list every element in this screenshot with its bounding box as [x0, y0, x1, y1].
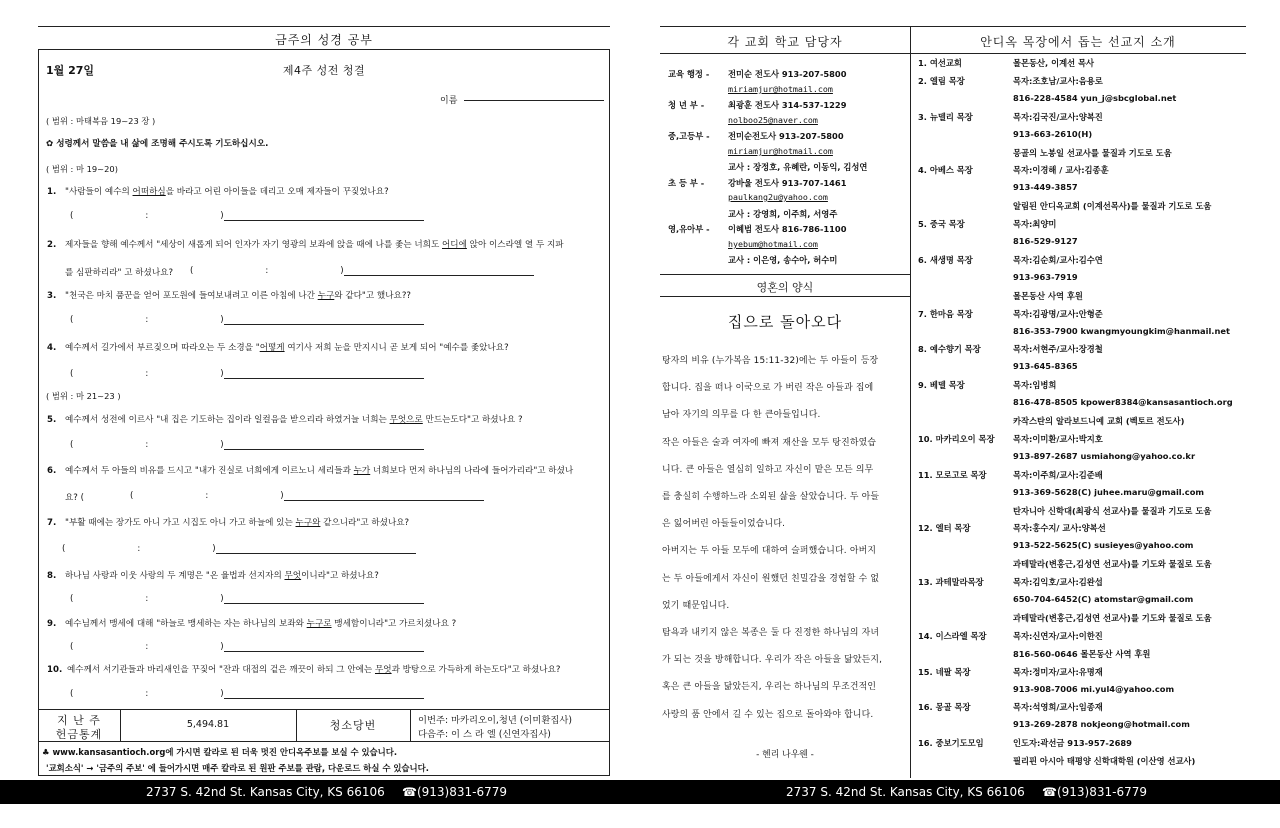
mission-info: 카작스탄의 알라보드니예 교회 (벡토르 전도사) — [1013, 416, 1185, 426]
answer-field-1[interactable]: ( : ) — [70, 211, 424, 221]
mission-info: 913-369-5628(C) juhee.maru@gmail.com — [1013, 486, 1205, 497]
mission-name: 16. 중보기도모임 — [918, 738, 984, 749]
question-number: 2. — [47, 240, 57, 250]
footer-phone-left: ☎(913)831-6779 — [402, 785, 507, 799]
footer-address-left: 2737 S. 42nd St. Kansas City, KS 66106 — [146, 785, 385, 799]
mission-name: 10. 마카리오이 목장 — [918, 433, 995, 444]
mission-name: 7. 한마음 목장 — [918, 308, 973, 319]
question-7 — [47, 516, 607, 528]
staff-info: 교사 : 이은영, 송수아, 허수미 — [728, 255, 838, 265]
mission-info: 목자:김국진/교사:양복진 — [1013, 111, 1103, 122]
mission-info: 목자:정미자/교사:유명재 — [1013, 666, 1103, 677]
mission-info: 816-529-9127 — [1013, 236, 1078, 246]
essay-line: 는 두 아들에게서 자신이 원했던 친밀감을 경험할 수 없 — [662, 573, 880, 584]
essay-line: 가 되는 것을 방해합니다. 우리가 작은 아들을 닮았든지, — [662, 655, 883, 666]
mission-info: 과테말라(변홍근,김성연 선교사)를 기도와 물질로 도움 — [1013, 559, 1212, 570]
question-keyword: 누구와 — [295, 518, 321, 528]
cleaning-next-week: 다음주: 이 스 라 엘 (신연자집사) — [418, 729, 551, 740]
mission-detail — [918, 684, 1174, 694]
mission-item — [918, 379, 1056, 391]
question-number: 9. — [47, 619, 57, 629]
question-2 — [47, 238, 607, 250]
mission-name: 11. 모로고로 목장 — [918, 469, 987, 480]
section-rule-1 — [660, 274, 910, 275]
question-text: 예수께서 두 아들의 비유를 드시고 "내가 진실로 너희에게 이르노니 세리들과 — [65, 466, 354, 476]
mission-info: 913-908-7006 mi.yul4@yahoo.com — [1013, 683, 1175, 694]
answer-field-6[interactable]: ( : ) — [130, 491, 484, 501]
mission-item — [918, 630, 1103, 642]
mission-item — [918, 666, 1103, 678]
mission-info: 인도자:곽선금 913-957-2689 — [1013, 738, 1132, 749]
mission-name: 2. 엘림 목장 — [918, 75, 965, 86]
study-date: 1월 27일 — [46, 64, 95, 77]
essay-line: 를 충실히 수행하느라 소외된 삶을 살았습니다. 두 아들 — [662, 492, 880, 502]
mission-info: 816-478-8505 kpower8384@kansasantioch.org — [1013, 397, 1233, 408]
mission-detail — [918, 612, 1212, 624]
essay-title: 집으로 돌아오다 — [727, 313, 843, 331]
staff-row — [668, 254, 837, 266]
lesson-title: 제4주 성전 청결 — [282, 64, 366, 77]
mission-detail — [918, 648, 1150, 660]
question-number: 5. — [47, 415, 57, 425]
mission-detail — [918, 147, 1172, 159]
mission-info: 913-449-3857 — [1013, 182, 1078, 193]
question-text: 예수께서 길가에서 부르짖으며 따라오는 두 소경을 " — [65, 343, 260, 353]
question-keyword: 누구로 — [306, 619, 332, 629]
club-icon: ♣ — [42, 747, 53, 757]
staff-row — [668, 99, 846, 111]
question-keyword: 누구 — [317, 291, 335, 301]
question-number: 3. — [47, 291, 57, 301]
mission-detail — [918, 93, 1176, 103]
mission-item — [918, 75, 1103, 87]
offering-label-1: 지 난 주 — [57, 714, 101, 727]
mission-info: 목자:신연자/교사:이한진 — [1013, 630, 1103, 641]
question-keyword: 어디에 — [442, 240, 467, 250]
offering-label-2: 헌금통계 — [55, 728, 103, 741]
question-text: 예수께서 성전에 이르사 "내 집은 기도하는 집이라 일컬음을 받으리라 하였거늘 너희는 — [65, 415, 390, 425]
question-text: 맹세함이니라"고 가르치셨나요 ? — [331, 619, 457, 629]
mission-detail — [918, 236, 1078, 246]
question-keyword: 무엇으로 — [389, 415, 423, 425]
question-4 — [47, 341, 607, 353]
mission-name: 6. 새생명 목장 — [918, 254, 973, 265]
mission-info: 탄자니아 신학대(최광식 선교사)를 물질과 기도로 도움 — [1013, 505, 1212, 516]
right-header-rule — [660, 53, 1246, 54]
mission-item — [918, 343, 1103, 355]
staff-row — [668, 130, 844, 142]
essay-line: 합니다. 집을 떠나 이국으로 가 버린 작은 아들과 집에 — [662, 383, 874, 394]
column-divider — [910, 26, 911, 778]
question-text: "부활 때에는 장가도 아니 가고 시집도 아니 가고 하늘에 있는 — [65, 518, 296, 528]
question-keyword: 어떻게 — [259, 343, 285, 353]
question-text: 여기사 저희 눈을 만지시니 곧 보게 되어 "예수를 좇았나요? — [284, 343, 509, 353]
question-text: 과 방탕으로 가득하게 하는도다"고 하셨나요? — [391, 665, 561, 675]
mission-item — [918, 57, 1094, 69]
offering-bottom-rule — [38, 741, 610, 742]
answer-field-5[interactable]: ( : ) — [70, 440, 424, 450]
essay-line: 작은 아들은 술과 여자에 빠져 재산을 모두 탕진하였습 — [662, 437, 877, 448]
mission-item — [918, 701, 1103, 713]
staff-info: 교사 : 강영희, 이주희, 서영주 — [728, 209, 838, 219]
cleaning-this-week: 이번주: 마카리오이,청년 (이미환집사) — [418, 715, 572, 726]
mission-header: 안디옥 목장에서 돕는 선교지 소개 — [980, 35, 1176, 49]
question-9 — [47, 617, 607, 629]
staff-email-link[interactable]: miriamjur@hotmail.com — [728, 84, 833, 94]
mission-name: 5. 중국 목장 — [918, 219, 965, 230]
staff-email-link[interactable]: paulkang2u@yahoo.com — [728, 192, 828, 202]
question-text: "사람들이 예수의 — [65, 187, 133, 197]
answer-field-3[interactable]: ( : ) — [70, 315, 424, 325]
question-text: 앉아 이스라엘 열 두 지파 — [466, 240, 564, 250]
essay-line: 사랑의 품 안에서 길 수 있는 집으로 돌아와야 합니다. — [662, 709, 874, 720]
staff-row — [668, 192, 828, 202]
essay-line: 탕자의 비유 (누가복음 15:11-32)에는 두 아들이 등장 — [662, 356, 879, 366]
question-text: "천국은 마치 품꾼을 얻어 포도원에 들여보내려고 이른 아침에 나간 — [65, 291, 318, 301]
mission-info: 몰몬동산, 이계선 목사 — [1013, 58, 1095, 68]
prayer-line: ✿ 성령께서 말씀을 내 삶에 조명해 주시도록 기도하십시오. — [46, 139, 269, 149]
mission-info: 913-269-2878 nokjeong@hotmail.com — [1013, 719, 1190, 730]
question-text: 제자들을 향해 예수께서 "세상이 새롭게 되어 인자가 자기 영광의 보좌에 앉을 때에 나를 좇는 너희도 — [65, 240, 442, 250]
mission-item — [918, 164, 1109, 176]
question-keyword: 누가 — [353, 466, 371, 476]
mission-item — [918, 254, 1103, 266]
mission-detail — [918, 594, 1193, 604]
staff-dept: 중,고등부 - — [668, 131, 710, 141]
footer-phone-right: ☎(913)831-6779 — [1042, 785, 1147, 799]
staff-row — [668, 161, 867, 173]
mission-name: 3. 뉴델리 목장 — [918, 111, 973, 122]
mission-info: 목자:김순회/교사:김수연 — [1013, 254, 1103, 265]
staff-dept: 교육 행정 - — [668, 69, 710, 79]
mission-info: 목자:최양미 — [1013, 219, 1057, 230]
mission-info: 목자:이미환/교사:박지호 — [1013, 433, 1103, 444]
question-text: 만드는도다"고 하셨나요 ? — [422, 415, 523, 425]
essay-line: 남아 자기의 의무를 다 한 큰아들입니다. — [662, 410, 821, 421]
essay-author: - 헨리 나우웬 - — [756, 750, 814, 760]
question-continuation: 요? ( — [65, 493, 84, 503]
mission-detail — [918, 182, 1078, 192]
mission-info: 몽골의 노봉일 선교사를 물질과 기도로 도움 — [1013, 147, 1172, 158]
answer-field-8[interactable]: ( : ) — [70, 594, 424, 604]
staff-info: 최광훈 전도사 314-537-1229 — [728, 100, 847, 110]
question-text: 을 바라고 어린 아이들을 데리고 오매 제자들이 꾸짖었나요? — [165, 187, 389, 197]
staff-info: 전미순전도사 913-207-5800 — [728, 131, 844, 141]
staff-row — [668, 239, 818, 249]
answer-field-2[interactable]: ( : ) — [190, 266, 534, 276]
question-continuation: 를 심판하리라" 고 하셨나요? — [65, 268, 174, 278]
sub-range-1: ( 범위 : 마 19~20) — [46, 164, 118, 174]
question-text: 하나님 사랑과 이웃 사랑의 두 계명은 "온 율법과 선지자의 — [65, 571, 285, 581]
mission-item — [918, 737, 1132, 749]
question-keyword: 무엇 — [284, 571, 302, 581]
question-keyword: 어떠하심 — [132, 187, 166, 197]
question-text: 와 같다"고 했나요?? — [334, 291, 411, 301]
right-top-rule — [660, 26, 1246, 27]
mission-info: 816-560-0646 몰몬동산 사역 후원 — [1013, 648, 1151, 659]
mission-detail — [918, 719, 1190, 729]
left-header-title: 금주의 성경 공부 — [275, 33, 373, 47]
mission-item — [918, 576, 1103, 588]
mission-detail — [918, 129, 1092, 139]
answer-field-10[interactable]: ( : ) — [70, 689, 424, 699]
mission-item — [918, 522, 1106, 534]
answer-field-9[interactable]: ( : ) — [70, 642, 424, 652]
question-number: 1. — [47, 187, 57, 197]
mission-name: 14. 이스라엘 목장 — [918, 630, 987, 641]
staff-dept: 초 등 부 - — [668, 178, 705, 188]
mission-info: 목자:석영희/교사:임종재 — [1013, 702, 1103, 713]
essay-line: 탐욕과 내키지 않은 복종은 둘 다 진정한 하나님의 자녀 — [662, 628, 880, 638]
mission-info: 913-897-2687 usmiahong@yahoo.co.kr — [1013, 450, 1196, 461]
staff-email-link[interactable]: nolboo25@naver.com — [728, 115, 818, 125]
mission-info: 816-228-4584 yun_j@sbcglobal.net — [1013, 92, 1177, 103]
mission-info: 목자:김익호/교사:김완섭 — [1013, 577, 1103, 588]
offering-top-rule — [38, 709, 610, 710]
question-8 — [47, 569, 607, 581]
name-label: 이름 — [440, 96, 458, 106]
question-text: 이니라"고 하셨나요? — [301, 571, 379, 581]
staff-info: 강바울 전도사 913-707-1461 — [728, 178, 847, 188]
question-3 — [47, 289, 607, 301]
mission-name: 4. 아베스 목장 — [918, 165, 973, 176]
question-number: 6. — [47, 466, 57, 476]
mission-info: 목자:이주희/교사:김준배 — [1013, 469, 1103, 480]
mission-info: 몰몬동산 사역 후원 — [1013, 290, 1083, 301]
essay-line: 아버지는 두 아들 모두에 대하여 슬퍼했습니다. 아버지 — [662, 546, 877, 557]
staff-header: 각 교회 학교 담당자 — [727, 35, 843, 49]
mission-info: 목자:서현주/교사:장경철 — [1013, 344, 1103, 355]
name-field[interactable] — [464, 100, 604, 101]
question-text: 같으니라"고 하셨나요? — [320, 518, 410, 528]
mission-item — [918, 218, 1056, 230]
mission-detail — [918, 451, 1195, 461]
mission-detail — [918, 326, 1230, 336]
mission-detail — [918, 558, 1212, 570]
essay-line: 었기 때문입니다. — [662, 600, 730, 611]
staff-row — [668, 115, 818, 125]
mission-detail — [918, 200, 1211, 212]
mission-name: 9. 베델 목장 — [918, 380, 965, 391]
essay-line: 니다. 큰 아들은 열심히 일하고 자신이 맡은 모든 의무 — [662, 464, 874, 475]
staff-row — [668, 223, 846, 235]
question-10 — [47, 663, 607, 675]
mission-detail — [918, 272, 1078, 282]
question-text: 너희보다 먼저 하나님의 나라에 들어가리라"고 하셨나 — [370, 466, 574, 476]
staff-row — [668, 68, 846, 80]
mission-name: 12. 엘터 목장 — [918, 523, 971, 534]
staff-info: 전미순 전도사 913-207-5800 — [728, 69, 847, 79]
mission-info: 913-963-7919 — [1013, 271, 1078, 282]
web-note-1: ♣ www.kansasantioch.org에 가시면 칼라로 된 더욱 멋진 안디옥주보를 보실 수 있습니다. — [42, 747, 398, 757]
mission-info: 알림된 안디옥교회 (이계선목사)를 물질과 기도로 도움 — [1013, 201, 1212, 212]
mission-item — [918, 308, 1103, 320]
mission-name: 13. 과테말라목장 — [918, 577, 984, 588]
mission-detail — [918, 361, 1078, 371]
staff-row — [668, 177, 846, 189]
staff-email-link[interactable]: miriamjur@hotmail.com — [728, 146, 833, 156]
staff-row — [668, 208, 837, 220]
mission-info: 913-645-8365 — [1013, 361, 1078, 372]
question-number: 10. — [47, 665, 63, 675]
mission-info: 목자:김광명/교사:안형준 — [1013, 308, 1103, 319]
footer-bar — [0, 780, 1280, 804]
question-keyword: 무엇 — [374, 665, 392, 675]
cleaning-label: 청소당번 — [329, 719, 377, 732]
mission-detail — [918, 415, 1184, 427]
staff-dept: 청 년 부 - — [668, 100, 705, 110]
offering-divider-3 — [410, 709, 411, 741]
section-rule-2 — [660, 296, 910, 297]
mission-info: 816-353-7900 kwangmyoungkim@hanmail.net — [1013, 325, 1230, 336]
mission-detail — [918, 487, 1204, 497]
staff-info: 이혜범 전도사 816-786-1100 — [728, 224, 847, 234]
mission-detail — [918, 755, 1195, 767]
footer-address-right: 2737 S. 42nd St. Kansas City, KS 66106 — [786, 785, 1025, 799]
range-1: ( 범위 : 마태복음 19~23 장 ) — [46, 116, 156, 126]
staff-row — [668, 84, 833, 94]
mission-detail — [918, 397, 1233, 407]
mission-info: 필리핀 아시아 태평양 신학대학원 (이산영 선교사) — [1013, 756, 1196, 767]
staff-dept: 영,유아부 - — [668, 224, 710, 234]
staff-email-link[interactable]: hyebum@hotmail.com — [728, 239, 818, 249]
mission-detail — [918, 290, 1083, 302]
question-6 — [47, 464, 607, 476]
mission-info: 과테말라(변홍근,김성연 선교사)를 기도와 물질로 도움 — [1013, 612, 1212, 623]
mission-info: 913-663-2610(H) — [1013, 128, 1093, 139]
question-1 — [47, 185, 607, 197]
offering-amount: 5,494.81 — [186, 719, 230, 730]
question-number: 8. — [47, 571, 57, 581]
question-number: 7. — [47, 518, 57, 528]
mission-item — [918, 111, 1103, 123]
mission-detail — [918, 540, 1193, 550]
mission-item — [918, 433, 1103, 445]
essay-line: 혹은 큰 아들을 닮았든지, 우리는 하나님의 무조건적인 — [662, 682, 877, 693]
mission-name: 15. 네팔 목장 — [918, 666, 971, 677]
staff-row — [668, 146, 833, 156]
mission-info: 목자:홍수지/ 교사:양복선 — [1013, 523, 1106, 534]
mission-item — [918, 469, 1103, 481]
essay-line: 은 잃어버린 아들들이었습니다. — [662, 519, 786, 530]
staff-info: 교사 : 장정호, 유혜란, 이동익, 김성연 — [728, 162, 868, 172]
bullet-icon: ✿ — [46, 139, 57, 149]
mission-info: 목자:이경해 / 교사:김종훈 — [1013, 165, 1109, 176]
question-5 — [47, 413, 607, 425]
mission-name: 16. 몽골 목장 — [918, 702, 971, 713]
sub-range-2: ( 범위 : 마 21~23 ) — [46, 391, 121, 401]
mission-name: 1. 여선교회 — [918, 58, 962, 68]
mission-info: 650-704-6452(C) atomstar@gmail.com — [1013, 594, 1194, 604]
mission-name: 8. 예수향기 목장 — [918, 344, 981, 355]
mission-info: 목자:임병희 — [1013, 380, 1057, 391]
mission-info: 목자:조호남/교사:음용로 — [1013, 75, 1103, 86]
answer-field-7[interactable]: ( : ) — [62, 544, 416, 554]
answer-field-4[interactable]: ( : ) — [70, 369, 424, 379]
web-note-2: '교회소식' → '금주의 주보' 에 들어가시면 매주 칼라로 된 원판 주보를 관람, 다운로드 하실 수 있습니다. — [46, 763, 429, 773]
question-text: 예수께서 서기관들과 바리새인을 꾸짖어 "잔과 대접의 겉은 깨끗이 하되 그 안에는 — [67, 665, 375, 675]
mission-detail — [918, 505, 1211, 517]
left-top-rule — [38, 26, 610, 27]
question-text: 예수님께서 맹세에 대해 "하늘로 맹세하는 자는 하나님의 보좌와 — [65, 619, 307, 629]
mission-info: 913-522-5625(C) susieyes@yahoo.com — [1013, 540, 1194, 551]
section-label: 영혼의 양식 — [756, 281, 814, 294]
question-number: 4. — [47, 343, 57, 353]
